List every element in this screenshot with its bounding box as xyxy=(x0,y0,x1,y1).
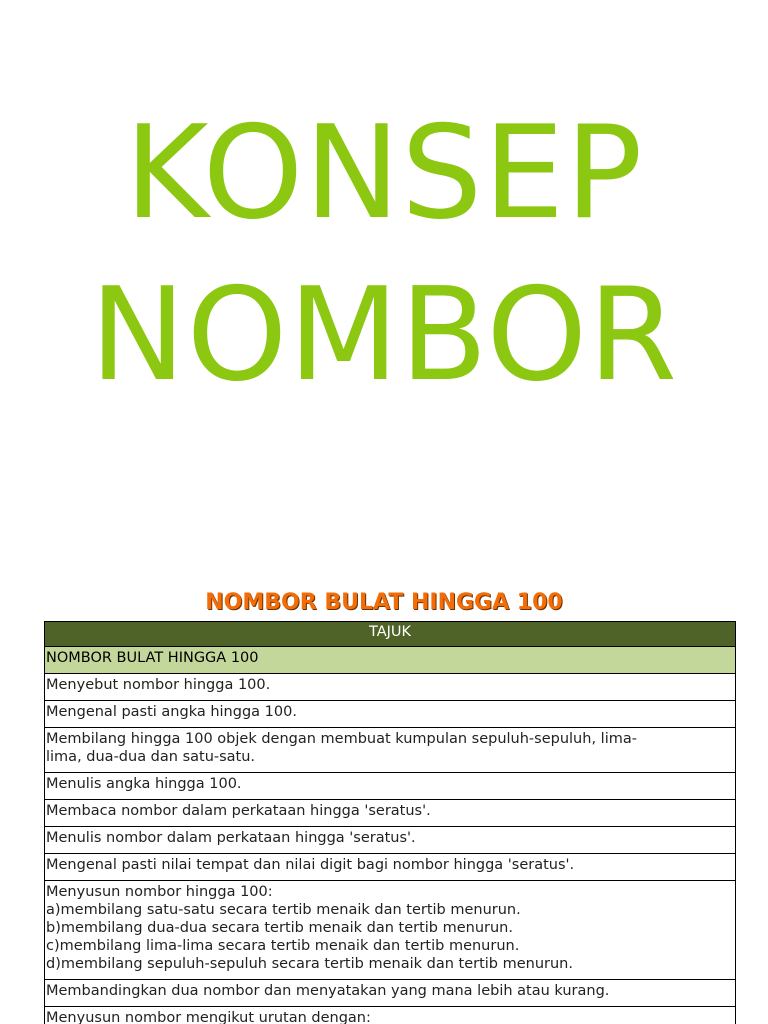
table-subheader-row xyxy=(45,647,736,674)
table-cell xyxy=(45,728,736,773)
table-row xyxy=(45,1007,736,1024)
cell-text-line: Menyebut nombor hingga 100. xyxy=(46,677,271,693)
section-title: NOMBOR BULAT HINGGA 100 xyxy=(205,590,563,615)
table-row xyxy=(45,800,736,827)
table-cell xyxy=(45,854,736,881)
main-title-line-1: KONSEP xyxy=(124,99,644,248)
cell-text-line: Menulis nombor dalam perkataan hingga 'seratus'. xyxy=(46,830,416,846)
table-body xyxy=(45,647,736,1024)
table-cell xyxy=(45,701,736,728)
table-row xyxy=(45,674,736,701)
table-row xyxy=(45,881,736,980)
table-cell xyxy=(45,980,736,1007)
table-subheader: NOMBOR BULAT HINGGA 100 xyxy=(45,647,736,674)
table-header-tajuk: TAJUK xyxy=(45,622,736,647)
table-cell xyxy=(45,827,736,854)
table-row xyxy=(45,827,736,854)
cell-text-line: c)membilang lima-lima secara tertib menaik dan tertib menurun. xyxy=(46,938,520,954)
cell-text-line: Membaca nombor dalam perkataan hingga 'seratus'. xyxy=(46,803,431,819)
cell-text-line: Membilang hingga 100 objek dengan membuat kumpulan sepuluh-sepuluh, lima- xyxy=(46,731,637,747)
table-cell xyxy=(45,881,736,980)
table-cell xyxy=(45,800,736,827)
main-title-line-2: NOMBOR xyxy=(89,261,679,410)
cell-text-line: Menyusun nombor hingga 100: xyxy=(46,884,273,900)
cell-text-line: b)membilang dua-dua secara tertib menaik dan tertib menurun. xyxy=(46,920,513,936)
table-row xyxy=(45,854,736,881)
cell-text-line: Mengenal pasti angka hingga 100. xyxy=(46,704,297,720)
table-header-row xyxy=(45,622,736,647)
table-row xyxy=(45,980,736,1007)
cell-text-line: Menulis angka hingga 100. xyxy=(46,776,242,792)
table-row xyxy=(45,701,736,728)
table-cell xyxy=(45,773,736,800)
cell-text-line: lima, dua-dua dan satu-satu. xyxy=(46,749,256,765)
cell-text-line: Mengenal pasti nilai tempat dan nilai digit bagi nombor hingga 'seratus'. xyxy=(46,857,575,873)
table-cell xyxy=(45,674,736,701)
cell-text-line: Membandingkan dua nombor dan menyatakan yang mana lebih atau kurang. xyxy=(46,983,610,999)
cell-text-line: a)membilang satu-satu secara tertib menaik dan tertib menurun. xyxy=(46,902,521,918)
table-cell xyxy=(45,1007,736,1024)
cell-text-line: d)membilang sepuluh-sepuluh secara tertib menaik dan tertib menurun. xyxy=(46,956,573,972)
table-row xyxy=(45,728,736,773)
table-row xyxy=(45,773,736,800)
cell-text-line: Menyusun nombor mengikut urutan dengan: xyxy=(46,1010,371,1024)
topics-table xyxy=(44,621,736,1024)
